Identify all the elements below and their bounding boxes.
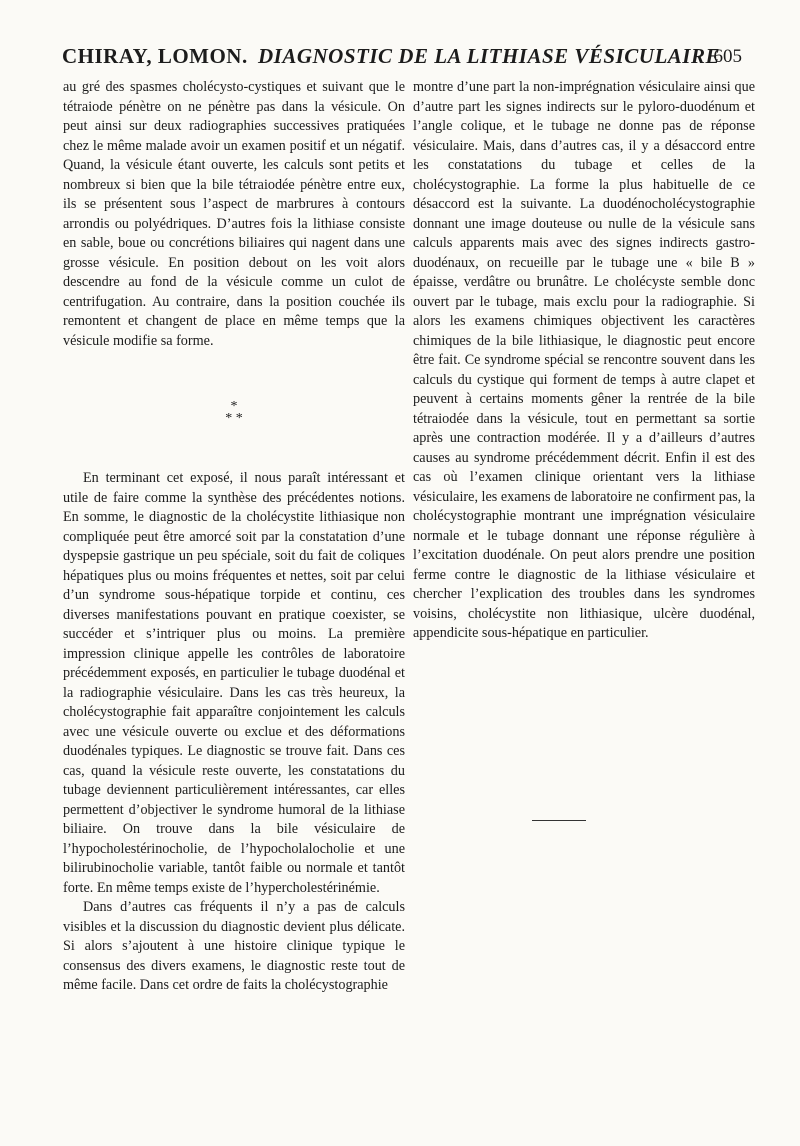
page-header [62,40,742,76]
running-head-authors: CHIRAY, LOMON. [62,44,248,68]
left-paragraph-1: au gré des spasmes cholécysto-cystiques et suivant que le tétraiode pénètre on ne pénètre pas dans la vésicule. On peut ainsi sur deux radiographies successives pratiquées chez le même malade avoir un examen positif et un négatif. Quand, la vésicule étant ouverte, les calculs sont petits et nombreux si bien que la bile tétraiodée pénètre entre eux, ils se présentent sous l’aspect de marbrures à contours arrondis ou polyédriques. D’autres fois la lithiase consiste en sable, boue ou concrétions biliaires qui nagent dans une grosse vésicule. En position debout on les voit alors descendre au fond de la vésicule comme un culot de centrifugation. Au contraire, dans la position couchée ils remontent et changent de place en même temps que la vésicule modifie sa forme. [63,79,405,349]
left-column [63,78,405,996]
separator-bottom-stars: * * [225,411,243,426]
end-rule [532,820,586,821]
right-column [413,78,755,644]
running-head-title: DIAGNOSTIC DE LA LITHIASE VÉSICULAIRE [258,44,720,68]
left-paragraph-3: Dans d’autres cas fréquents il n’y a pas de calculs visibles et la discussion du diagnostic devient plus délicate. Si alors s’ajoutent à une histoire clinique typique le consensus des divers examens, le diagnostic reste tout de même facile. Dans cet ordre de faits la cholécystographie [63,899,405,993]
section-separator [63,401,405,425]
left-paragraph-2: En terminant cet exposé, il nous paraît intéressant et utile de faire comme la synthèse des précédentes notions. En somme, le diagnostic de la cholécystite lithiasique non compliquée peut être amorcé soit par la constatation d’une dyspepsie gastrique un peu spéciale, soit du fait de coliques hépatiques plus ou moins fréquentes et nettes, soit par celui d’un syndrome sous-hépatique torpide et continu, ces diverses manifestations pouvant en pratique coexister, se succéder et s’intriquer plus ou moins. La première impression clinique appelle les contrôles de laboratoire précédemment exposés, en particulier le tubage duodénal et la radiographie vésiculaire. Dans les cas très heureux, la cholécystographie fait apparaître conjointement les calculs avec une vésicule ouverte ou exclue et des déformations duodénales typiques. Le diagnostic se trouve fait. Dans ces cas, quand la vésicule reste ouverte, les constatations du tubage deviennent particulièrement intéressantes, car elles permettent d’objectiver le syndrome humoral de la lithiase biliaire. On trouve dans la bile vésiculaire de l’hypocholestérinocholie, de l’hypocholalocholie et une bilirubinocholie variable, tantôt faible ou normale et tantôt forte. En même temps existe de l’hypercholestérinémie. [63,470,405,896]
right-paragraph-1: montre d’une part la non-imprégnation vésiculaire ainsi que d’autre part les signes indirects sur le pyloro-duodénum et l’angle colique, et le tubage ne donne pas de réponse vésiculaire. Mais, dans d’autres cas, il y a désaccord entre les constatations du tubage et celles de la cholécystographie. La forme la plus habituelle de ce désaccord est la suivante. La duodénocholécystographie donnant une image douteuse ou nulle de la vésicule sans calculs apparents mais avec des signes indirects gastro-duodénaux, on recueille par le tubage une « bile B » épaisse, verdâtre ou brunâtre. Le cholécyste semble donc ouvert par le tubage, mais exclu pour la radiographie. Si alors les examens chimiques objectivent les caractères chimiques de la bile lithiasique, le diagnostic peut encore être fait. Ce syndrome spécial se rencontre souvent dans les calculs du cystique qui forment de temps à autre clapet et peuvent à certains moments gêner la rentrée de la bile tétraiodée dans la vésicule, tout en permettant sa sortie après une contraction modérée. Il y a d’ailleurs d’autres causes au syndrome précédemment décrit. Enfin il est des cas où l’examen clinique orientant vers la lithiase vésiculaire, les examens de laboratoire ne confirment pas, la cholécystographie montrant une imprégnation vésiculaire normale et le tubage donnant une réponse régulière à l’excitation duodénale. On peut alors prendre une position ferme contre le diagnostic de la lithiase vésiculaire et chercher l’explication des troubles dans les syndromes voisins, cholécystite non lithiasique, ulcère duodénal, appendicite sous-hépatique en particulier. [413,79,755,641]
page-number: 605 [713,46,742,67]
separator-top-star: * [230,399,238,414]
